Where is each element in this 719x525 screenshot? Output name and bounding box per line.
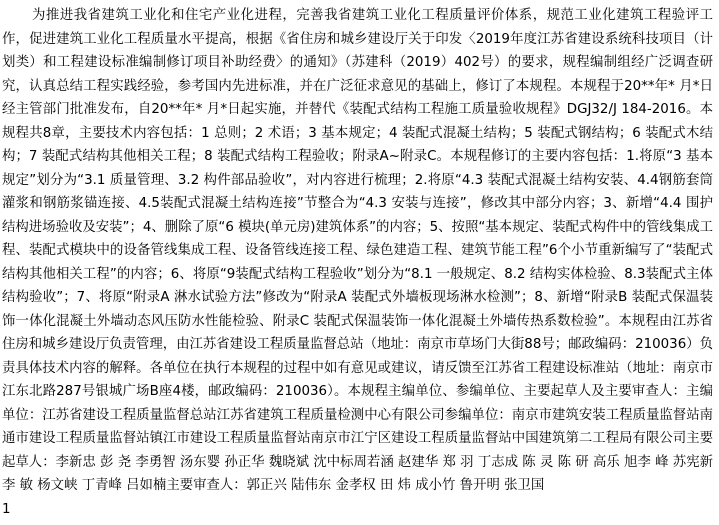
page-number: 1 bbox=[2, 501, 11, 517]
body-paragraph: 为推进我省建筑工业化和住宅产业化进程，完善我省建筑工业化工程质量评价体系，规范工业化建筑工程验评工作，促进建筑工业化工程质量水平提高，根据《省住房和城乡建设厅关于印发〈2019年度江苏省建设系统科技项目（计划类）和工程建设标准编制修订项目补助经费〉的通知》（苏建科（2019）402号）的要求，规程编制组经广泛调查研究，认真总结工程实践经验，参考国内先进标准，并在广泛征求意见的基础上，修订了本规程。本规程于20**年* 月*日经主管部门批准发布，自20**年* 月*日起实施，并替代《装配式结构工程施工质量验收规程》DGJ32/J 184-2016。本规程共8章，主要技术内容包括：1 总则；2 术语；3 基本规定；4 装配式混凝土结构；5 装配式钢结构；6 装配式木结构；7 装配式结构其他相关工程；8 装配式结构工程验收；附录A~附录C。本规程修订的主要内容包括：1.将原“3 基本规定”划分为“3.1 质量管理、3.2 构件部品验收”，对内容进行梳理；2.将原“4.3 装配式混凝土结构安装、4.4钢筋套筒灌浆和钢筋浆锚连接、4.5装配式混凝土结构连接”节整合为“4.3 安装与连接”，修改其中部分内容；3、新增“4.4 围护结构进场验收及安装”；4、删除了原“6 模块(单元房)建筑体系”的内容；5、按照“基本规定、装配式构件中的管线集成工程、装配式模块中的设备管线集成工程、设备管线连接工程、绿色建造工程、建筑节能工程”6个小节重新编写了“装配式结构其他相关工程”的内容；6、将原“9装配式结构工程验收”划分为“8.1 一般规定、8.2 结构实体检验、8.3装配式主体结构验收”；7、将原“附录A 淋水试验方法”修改为“附录A 装配式外墙板现场淋水检测”；8、新增“附录B 装配式保温装饰一体化混凝土外墙动态风压防水性能检验、附录C 装配式保温装饰一体化混凝土外墙传热系数检验”。本规程由江苏省住房和城乡建设厅负责管理，由江苏省建设工程质量监督总站（地址：南京市草场门大街88号；邮政编码：210036）负责具体技术内容的解释。各单位在执行本规程的过程中如有意见或建议，请反馈至江苏省工程建设标准站（地址：南京市江东北路287号银城广场B座4楼，邮政编码：210036）。本规程主编单位、参编单位、主要起草人及主要审查人：主编单位：江苏省建设工程质量监督总站江苏省建筑工程质量检测中心有限公司参编单位：南京市建筑安装工程质量监督站南通市建设工程质量监督站镇江市建设工程质量监督站南京市江宁区建设工程质量监督站中国建筑第二工程局有限公司主要起草人：李新忠 彭 尧 李勇智 汤东婴 孙正华 魏晓斌 沈中标周若涵 赵建华 郑 羽 丁志成 陈 灵 陈 研 高乐 旭李 峰 苏宪新 李 敏 杨文峡 丁青峰 吕如楠主要审查人：郭正兴 陆伟东 金孝权 田 炜 成小竹 鲁开明 张卫国 bbox=[2, 8, 713, 493]
